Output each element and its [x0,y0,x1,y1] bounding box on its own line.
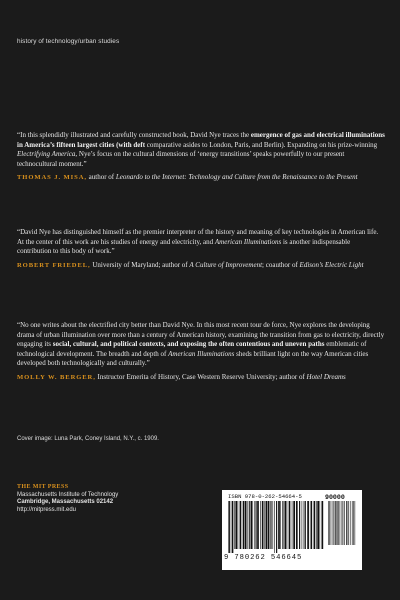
text-run: is another indispensable contribution to this body of work.” [17,237,351,256]
ean-number: 9 780262 546645 [224,554,303,562]
barcode-bar [249,501,250,549]
barcode-bar [355,501,356,545]
barcode-bar [248,501,249,549]
text-run: “No one writes about the electrified city better than David Nye. In this most recent tour de force, Nye explores the developing drama of urban illumination over more than a century of American history, examining the transition from gas to electricity, directly engaging its [17,321,385,349]
barcode-bar [311,501,312,549]
barcode-bar [314,501,316,549]
barcode-bar [235,501,237,549]
barcode-bar [293,501,295,549]
emphasis-text: social, cultural, and political contexts, and exposing the often contentious and uneven paths [52,340,325,349]
barcode-bar [270,501,271,549]
italic-title: Electrifying America [17,150,76,159]
publisher-url: http://mitpress.mit.edu [17,506,77,513]
barcode-bar [289,501,291,549]
barcode-bar [278,501,280,549]
emphasis-text: emergence of gas and electrical illuminations in America’s fifteen largest cities (with deft [17,131,385,149]
text-run: University of Maryland; author of [90,260,190,269]
addon-number: 90000 [325,494,345,501]
attribution-detail [87,173,358,181]
addon-barcode [328,501,356,545]
attribution-detail [96,373,346,381]
publisher-block [17,484,118,514]
barcode-bar [274,501,275,553]
barcode-bar [304,501,305,549]
barcode-bar [333,501,334,545]
italic-title: American Illuminations [214,237,282,246]
isbn-text: ISBN 978-0-262-54664-5 [228,493,302,500]
barcode-bar [276,501,277,553]
text-run: , Nye’s focus on the cultural dimensions of ‘energy transitions’ speaks powerfully to our present technocultural moment.” [17,150,345,168]
blurb-text [17,228,385,257]
barcode-bar [247,501,248,549]
barcode-bar [335,501,336,545]
text-run: author of [86,173,116,182]
barcode-bar [346,501,347,545]
barcode-bar [320,501,321,549]
publisher-institution: Massachusetts Institute of Technology [17,491,119,498]
barcode-bar [348,501,349,545]
blurb-attribution [17,261,385,271]
publisher-name: THE MIT PRESS [17,484,69,490]
barcode-bar [238,501,239,549]
barcode-bar [245,501,246,549]
blurb-berger [17,321,385,383]
text-run: ; coauthor of [262,260,300,269]
barcode-bar [266,501,268,549]
text-run: “David Nye has distinguished himself as the premier interpreter of the history and meaning of key technologies in American life. At the center of this work are his studies of energy and electricity, and [17,228,379,246]
barcode-bar [273,501,274,549]
text-run: sheds brilliant light on the way American cities developed both technologically and culturally.” [17,349,369,368]
barcode-bar [296,501,298,549]
barcode-bar [322,501,324,549]
barcode-bar [257,501,259,549]
barcode-bar [338,501,339,545]
attribution-name: MOLLY W. BERGER, [17,373,96,381]
italic-title: American Illuminations [168,349,235,358]
barcode-bar [284,501,286,549]
barcode-bar [243,501,245,549]
barcode-bar [342,501,343,545]
barcode-bar [302,501,303,549]
attribution-name: ROBERT FRIEDEL, [17,261,91,269]
italic-title: Leonardo to the Internet: Technology and Culture from the Renaissance to the Present [115,173,358,182]
barcode-bar [232,501,234,553]
italic-title: A Culture of Improvement [189,260,263,269]
barcode-bar [316,501,317,549]
text-run: comparative asides to London, Paris, and Berlin). Expanding on his prize-winning [145,140,378,149]
barcode-bar [229,501,230,553]
barcode-bar [254,501,255,549]
barcode-bar [331,501,332,545]
italic-title: Edison’s Electric Light [299,260,364,269]
barcode-bar [350,501,351,545]
barcode-bar [329,501,330,545]
barcode-bar [305,501,306,549]
blurb-attribution [17,373,385,383]
barcode-bar [307,501,309,549]
subject-line: history of technology/urban studies [17,38,120,45]
barcode-bar [228,501,229,553]
barcode-bar [352,501,353,545]
text-run: Instructor Emerita of History, Case Western Reserve University; author of [95,372,307,381]
ean-barcode [228,501,324,553]
barcode-bar [260,501,261,549]
barcode-bar [344,501,345,545]
barcode-bar [337,501,338,545]
text-run: “In this splendidly illustrated and carefully constructed book, David Nye traces the [17,131,251,139]
blurb-attribution [17,173,385,183]
barcode-bar [262,501,264,549]
attribution-name: THOMAS J. MISA, [17,174,87,182]
cover-image-credit: Cover image: Luna Park, Coney Island, N.Y., c. 1909. [17,436,159,442]
barcode-bar [264,501,265,549]
barcode-bar [353,501,354,545]
barcode-bar [310,501,311,549]
barcode-bar [317,501,319,549]
barcode-bar [334,501,335,545]
attribution-detail [91,261,364,269]
barcode-bar [280,501,281,549]
barcode-bar [292,501,293,549]
barcode-bar [256,501,257,549]
barcode-bar [343,501,344,545]
barcode-bar [282,501,283,549]
text-run: emblematic of technological development. The breadth and depth of [17,340,367,358]
italic-title: Hotel Dreams [306,372,346,381]
blurb-text [17,321,385,369]
publisher-city: Cambridge, Massachusetts 02142 [17,499,114,506]
barcode-bar [328,501,329,545]
barcode-bar [240,501,242,549]
barcode-bar [268,501,270,549]
barcode-bar [340,501,341,545]
blurb-text [17,131,385,169]
blurb-friedel [17,228,385,270]
barcode-label [222,490,362,570]
barcode-bar [287,501,288,549]
blurb-misa [17,131,385,183]
barcode-bar [299,501,300,549]
barcode-bar [251,501,253,549]
barcode-bar [234,501,235,549]
